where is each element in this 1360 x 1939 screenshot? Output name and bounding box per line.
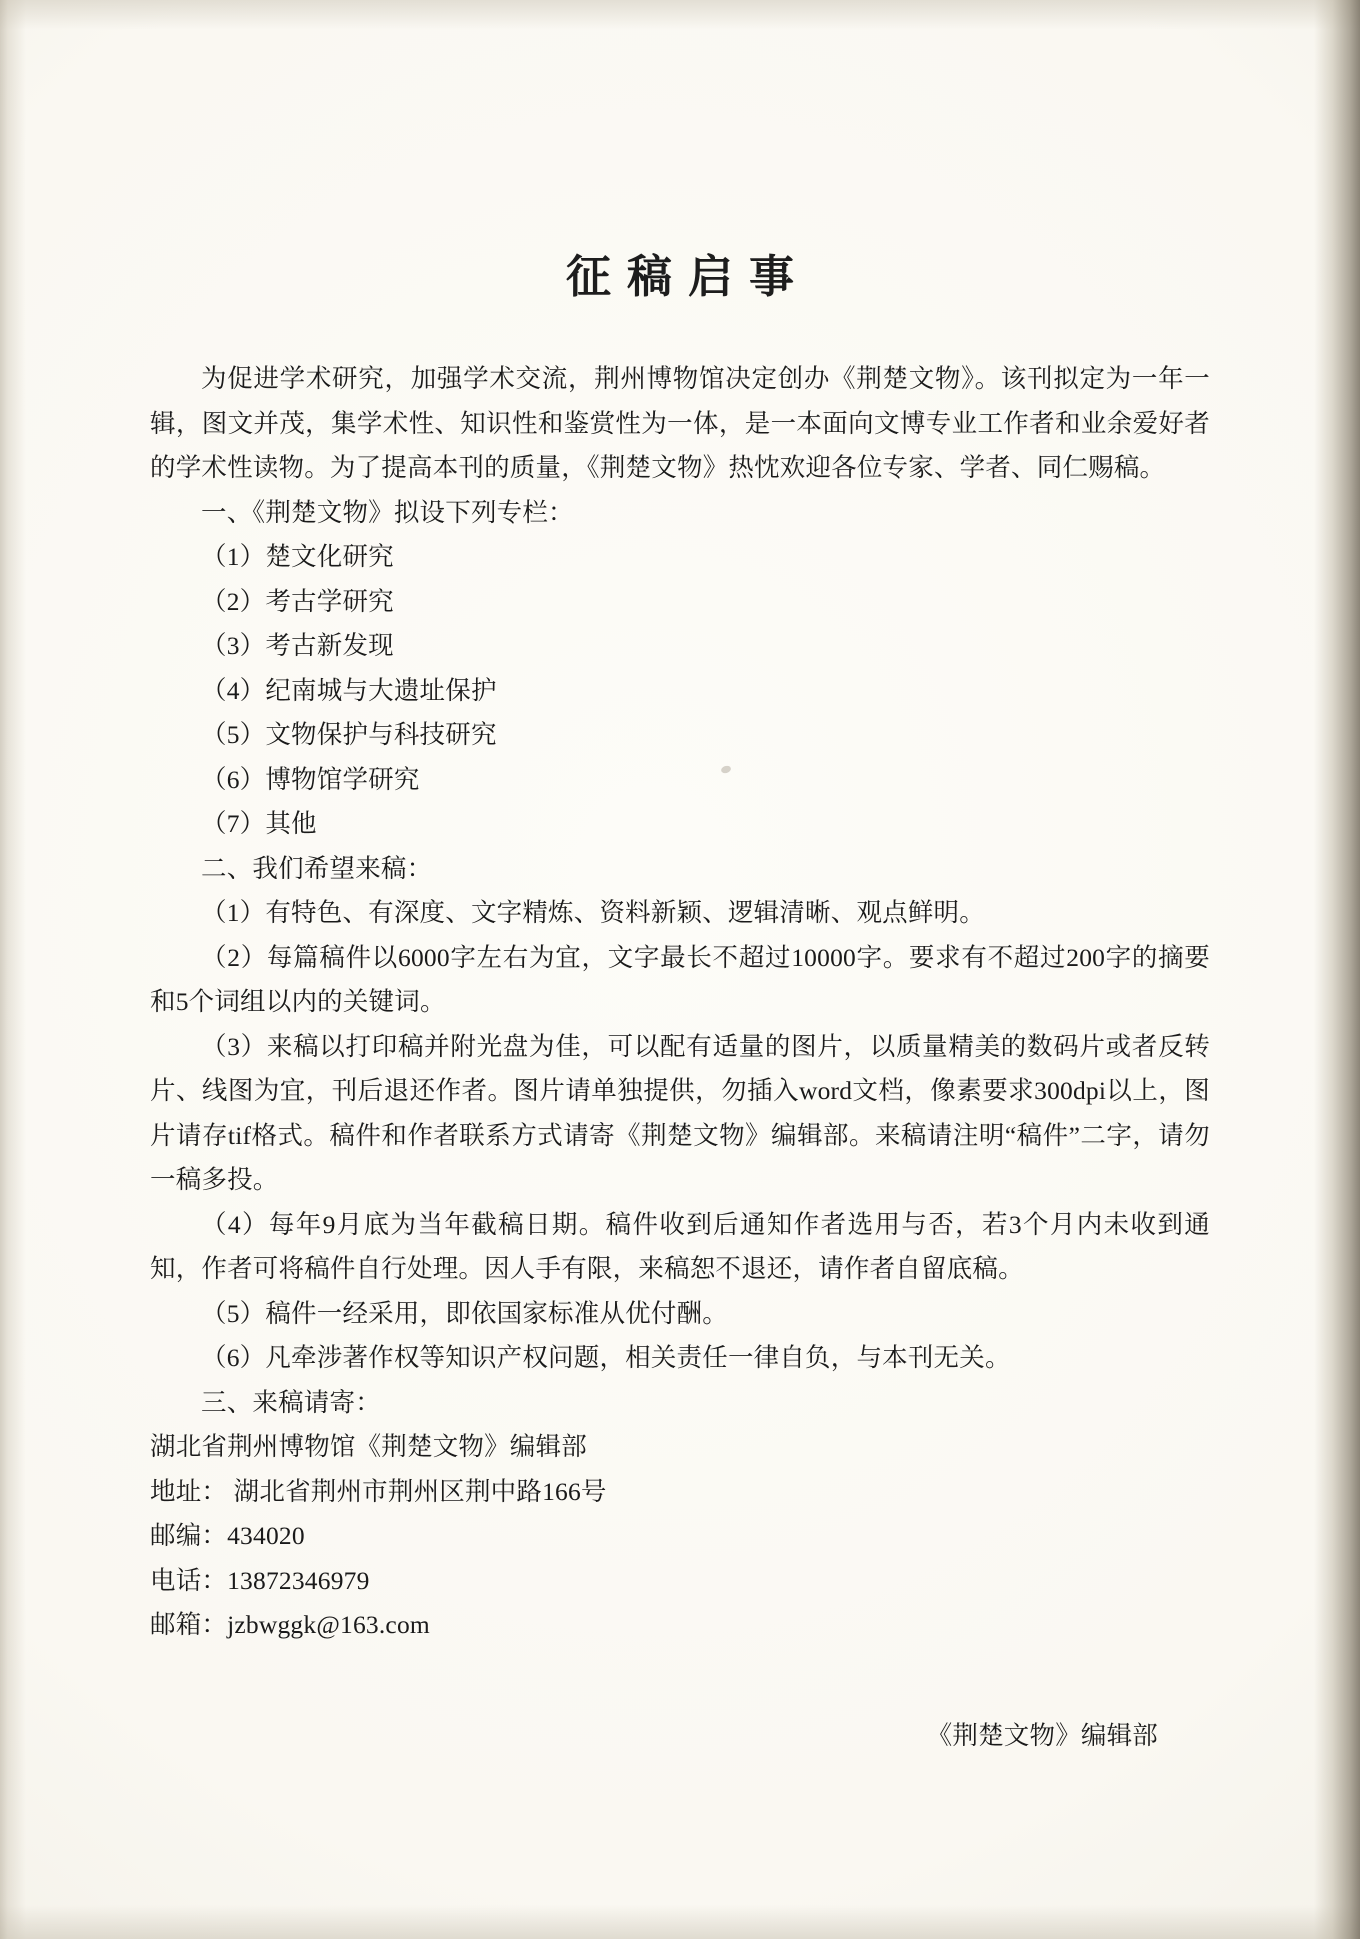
document-body <box>150 357 1210 1758</box>
list-item: （1）楚文化研究 <box>201 542 394 571</box>
section-2-heading: 二、我们希望来稿： <box>201 853 433 883</box>
section-1-heading: 一、《荆楚文物》拟设下列专栏： <box>201 497 574 527</box>
list-item: （5）文物保护与科技研究 <box>201 720 497 749</box>
page-edge-right <box>1314 0 1360 1939</box>
page-title: 征稿启事 <box>565 250 810 303</box>
contact-phone: 电话：13872346979 <box>150 1565 370 1595</box>
page-content <box>150 0 1210 1939</box>
contact-email: 邮箱：jzbwggk@163.com <box>150 1610 430 1639</box>
contact-postcode: 邮编：434020 <box>150 1521 305 1550</box>
page-edge-left <box>0 0 26 1939</box>
contact-address: 地址： 湖北省荆州市荆州区荆中路166号 <box>150 1476 607 1506</box>
list-item: （4）每年9月底为当年截稿日期。稿件收到后通知作者选用与否，若3个月内未收到通知，作者可将稿件自行处理。因人手有限，来稿恕不退还，请作者自留底稿。 <box>150 1209 1210 1283</box>
list-item: （5）稿件一经采用，即依国家标准从优付酬。 <box>201 1298 728 1328</box>
list-item: （2）每篇稿件以6000字左右为宜，文字最长不超过10000字。要求有不超过200字的摘要和5个词组以内的关键词。 <box>150 942 1210 1016</box>
list-item: （3）考古新发现 <box>201 631 394 660</box>
list-item: （4）纪南城与大遗址保护 <box>201 675 497 705</box>
list-item: （2）考古学研究 <box>201 586 394 616</box>
contact-publisher: 湖北省荆州博物馆《荆楚文物》编辑部 <box>150 1432 587 1461</box>
list-item: （1）有特色、有深度、文字精炼、资料新颖、逻辑清晰、观点鲜明。 <box>201 898 985 927</box>
signature-line: 《荆楚文物》编辑部 <box>926 1720 1158 1750</box>
section-3-heading: 三、来稿请寄： <box>201 1387 381 1417</box>
list-item: （6）博物馆学研究 <box>201 764 420 794</box>
list-item: （3）来稿以打印稿并附光盘为佳，可以配有适量的图片，以质量精美的数码片或者反转片、线图为宜，刊后退还作者。图片请单独提供，勿插入word文档，像素要求300dpi以上，图片请存tif格式。稿件和作者联系方式请寄《荆楚文物》编辑部。来稿请注明“稿件”二字，请勿一稿多投。 <box>150 1031 1210 1194</box>
paragraph-intro: 为促进学术研究，加强学术交流，荆州博物馆决定创办《荆楚文物》。该刊拟定为一年一辑，图文并茂，集学术性、知识性和鉴赏性为一体，是一本面向文博专业工作者和业余爱好者的学术性读物。为了提高本刊的质量，《荆楚文物》热忱欢迎各位专家、学者、同仁赐稿。 <box>150 364 1210 482</box>
list-item: （6）凡牵涉著作权等知识产权问题，相关责任一律自负，与本刊无关。 <box>201 1343 1011 1372</box>
list-item: （7）其他 <box>201 809 317 838</box>
